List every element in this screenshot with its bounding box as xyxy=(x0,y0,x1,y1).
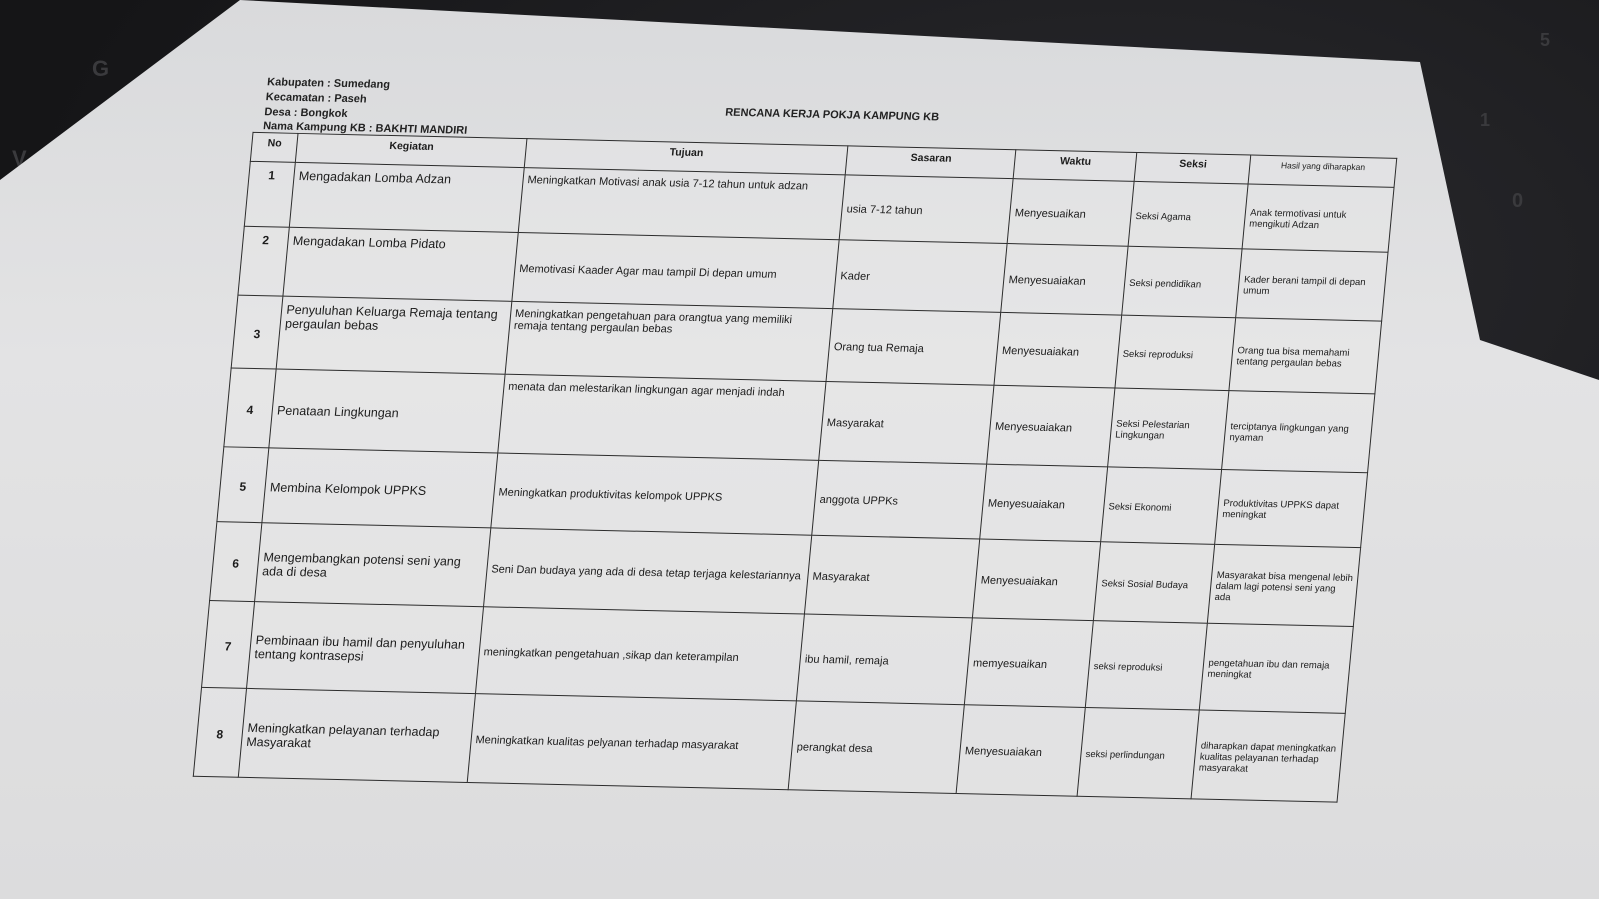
header-kecamatan: Kecamatan : Paseh xyxy=(265,91,368,106)
cell-sasaran: perangkat desa xyxy=(788,701,964,794)
column-header-no: No xyxy=(250,132,298,162)
cell-no: 4 xyxy=(224,368,277,448)
cell-kegiatan: Membina Kelompok UPPKS xyxy=(262,448,497,528)
cell-hasil: Masyarakat bisa mengenal lebih dalam lagi potensi seni yang ada xyxy=(1208,544,1361,626)
cell-sasaran: usia 7-12 tahun xyxy=(839,175,1013,244)
cell-tujuan: Meningkatkan Motivasi anak usia 7-12 tahun untuk adzan xyxy=(518,168,845,240)
cell-tujuan: meningkatkan pengetahuan ,sikap dan keterampilan xyxy=(475,607,804,701)
column-header-hasil: Hasil yang diharapkan xyxy=(1248,155,1396,187)
cell-waktu: Menyesuaiakan xyxy=(1001,244,1128,316)
cell-seksi: Seksi Agama xyxy=(1128,181,1248,248)
cell-seksi: seksi perlindungan xyxy=(1077,707,1199,798)
cell-tujuan: menata dan melestarikan lingkungan agar menjadi indah xyxy=(498,374,827,460)
keyboard-key-1: 1 xyxy=(1480,110,1491,130)
cell-kegiatan: Meningkatkan pelayanan terhadap Masyarakat xyxy=(239,688,476,782)
cell-hasil: Orang tua bisa memahami tentang pergaulan bebas xyxy=(1229,318,1381,394)
cell-no: 1 xyxy=(244,161,295,227)
cell-sasaran: Masyarakat xyxy=(819,381,994,464)
cell-hasil: pengetahuan ibu dan remaja meningkat xyxy=(1200,623,1354,713)
cell-seksi: Seksi Sosial Budaya xyxy=(1093,542,1215,623)
cell-hasil: Kader berani tampil di depan umum xyxy=(1236,249,1388,321)
cell-kegiatan: Penyuluhan Keluarga Remaja tentang pergaulan bebas xyxy=(276,296,511,374)
cell-tujuan: Meningkatkan kualitas pelyanan terhadap masyarakat xyxy=(467,694,796,790)
cell-hasil: diharapkan dapat meningkatkan kualitas pelayanan terhadap masyarakat xyxy=(1191,710,1345,802)
cell-sasaran: Kader xyxy=(833,240,1008,313)
column-header-tujuan: Tujuan xyxy=(524,139,848,175)
cell-sasaran: Orang tua Remaja xyxy=(826,309,1001,386)
column-header-sasaran: Sasaran xyxy=(845,146,1016,179)
cell-sasaran: anggota UPPKs xyxy=(812,460,987,539)
cell-seksi: seksi reproduksi xyxy=(1085,621,1207,710)
keyboard-key-5: 5 xyxy=(1540,30,1551,50)
column-header-kegiatan: Kegiatan xyxy=(296,133,527,167)
cell-kegiatan: Mengadakan Lomba Pidato xyxy=(283,227,518,301)
keyboard-key-g: G xyxy=(92,56,110,81)
keyboard-key-v: V xyxy=(12,146,27,171)
column-header-seksi: Seksi xyxy=(1134,152,1251,184)
cell-waktu: Menyesuaiakan xyxy=(973,539,1101,621)
cell-kegiatan: Penataan Lingkungan xyxy=(269,369,505,453)
cell-waktu: Menyesuaiakan xyxy=(994,312,1121,388)
cell-waktu: Menyesuaiakan xyxy=(956,705,1085,797)
cell-no: 5 xyxy=(217,447,269,523)
work-plan-table xyxy=(193,132,1398,803)
cell-seksi: Seksi pendidikan xyxy=(1122,246,1243,317)
cell-tujuan: Memotivasi Kaader Agar mau tampil Di depan umum xyxy=(512,232,840,308)
column-header-waktu: Waktu xyxy=(1014,150,1137,182)
cell-tujuan: Seni Dan budaya yang ada di desa tetap terjaga kelestariannya xyxy=(483,528,812,614)
cell-seksi: Seksi Pelestarian Lingkungan xyxy=(1108,388,1230,469)
cell-waktu: Menyesuaiakan xyxy=(980,464,1108,542)
keyboard-key-0: 0 xyxy=(1512,190,1524,212)
cell-hasil: terciptanya lingkungan yang nyaman xyxy=(1222,391,1375,473)
cell-sasaran: Masyarakat xyxy=(805,535,980,618)
cell-kegiatan: Mengadakan Lomba Adzan xyxy=(290,162,525,232)
cell-seksi: Seksi Ekonomi xyxy=(1101,467,1222,544)
cell-no: 8 xyxy=(193,687,247,777)
cell-hasil: Produktivitas UPPKS dapat meningkat xyxy=(1215,469,1368,547)
header-nama-kampung: Nama Kampung KB : BAKHTI MANDIRI xyxy=(262,120,468,137)
cell-kegiatan: Pembinaan ibu hamil dan penyuluhan tentang kontrasepsi xyxy=(247,602,484,694)
cell-no: 6 xyxy=(210,522,263,602)
header-kabupaten: Kabupaten : Sumedang xyxy=(266,76,391,91)
cell-waktu: Menyesuaikan xyxy=(1007,179,1134,247)
cell-tujuan: Meningkatkan produktivitas kelompok UPPKS xyxy=(491,453,819,535)
cell-waktu: memyesuaikan xyxy=(965,618,1094,708)
cell-waktu: Menyesuaiakan xyxy=(987,385,1115,467)
cell-sasaran: ibu hamil, remaja xyxy=(797,614,973,705)
document-title: RENCANA KERJA POKJA KAMPUNG KB xyxy=(724,106,940,124)
cell-kegiatan: Mengembangkan potensi seni yang ada di desa xyxy=(255,523,491,607)
cell-no: 2 xyxy=(238,226,290,296)
cell-no: 7 xyxy=(202,601,255,689)
cell-seksi: Seksi reproduksi xyxy=(1115,315,1236,390)
header-desa: Desa : Bongkok xyxy=(263,106,349,121)
cell-hasil: Anak termotivasi untuk mengikuti Adzan xyxy=(1242,184,1394,252)
cell-no: 3 xyxy=(231,295,283,369)
document-sheet xyxy=(94,50,1500,899)
cell-tujuan: Meningkatkan pengetahuan para orangtua yang memiliki remaja tentang pergaulan bebas xyxy=(505,301,833,381)
